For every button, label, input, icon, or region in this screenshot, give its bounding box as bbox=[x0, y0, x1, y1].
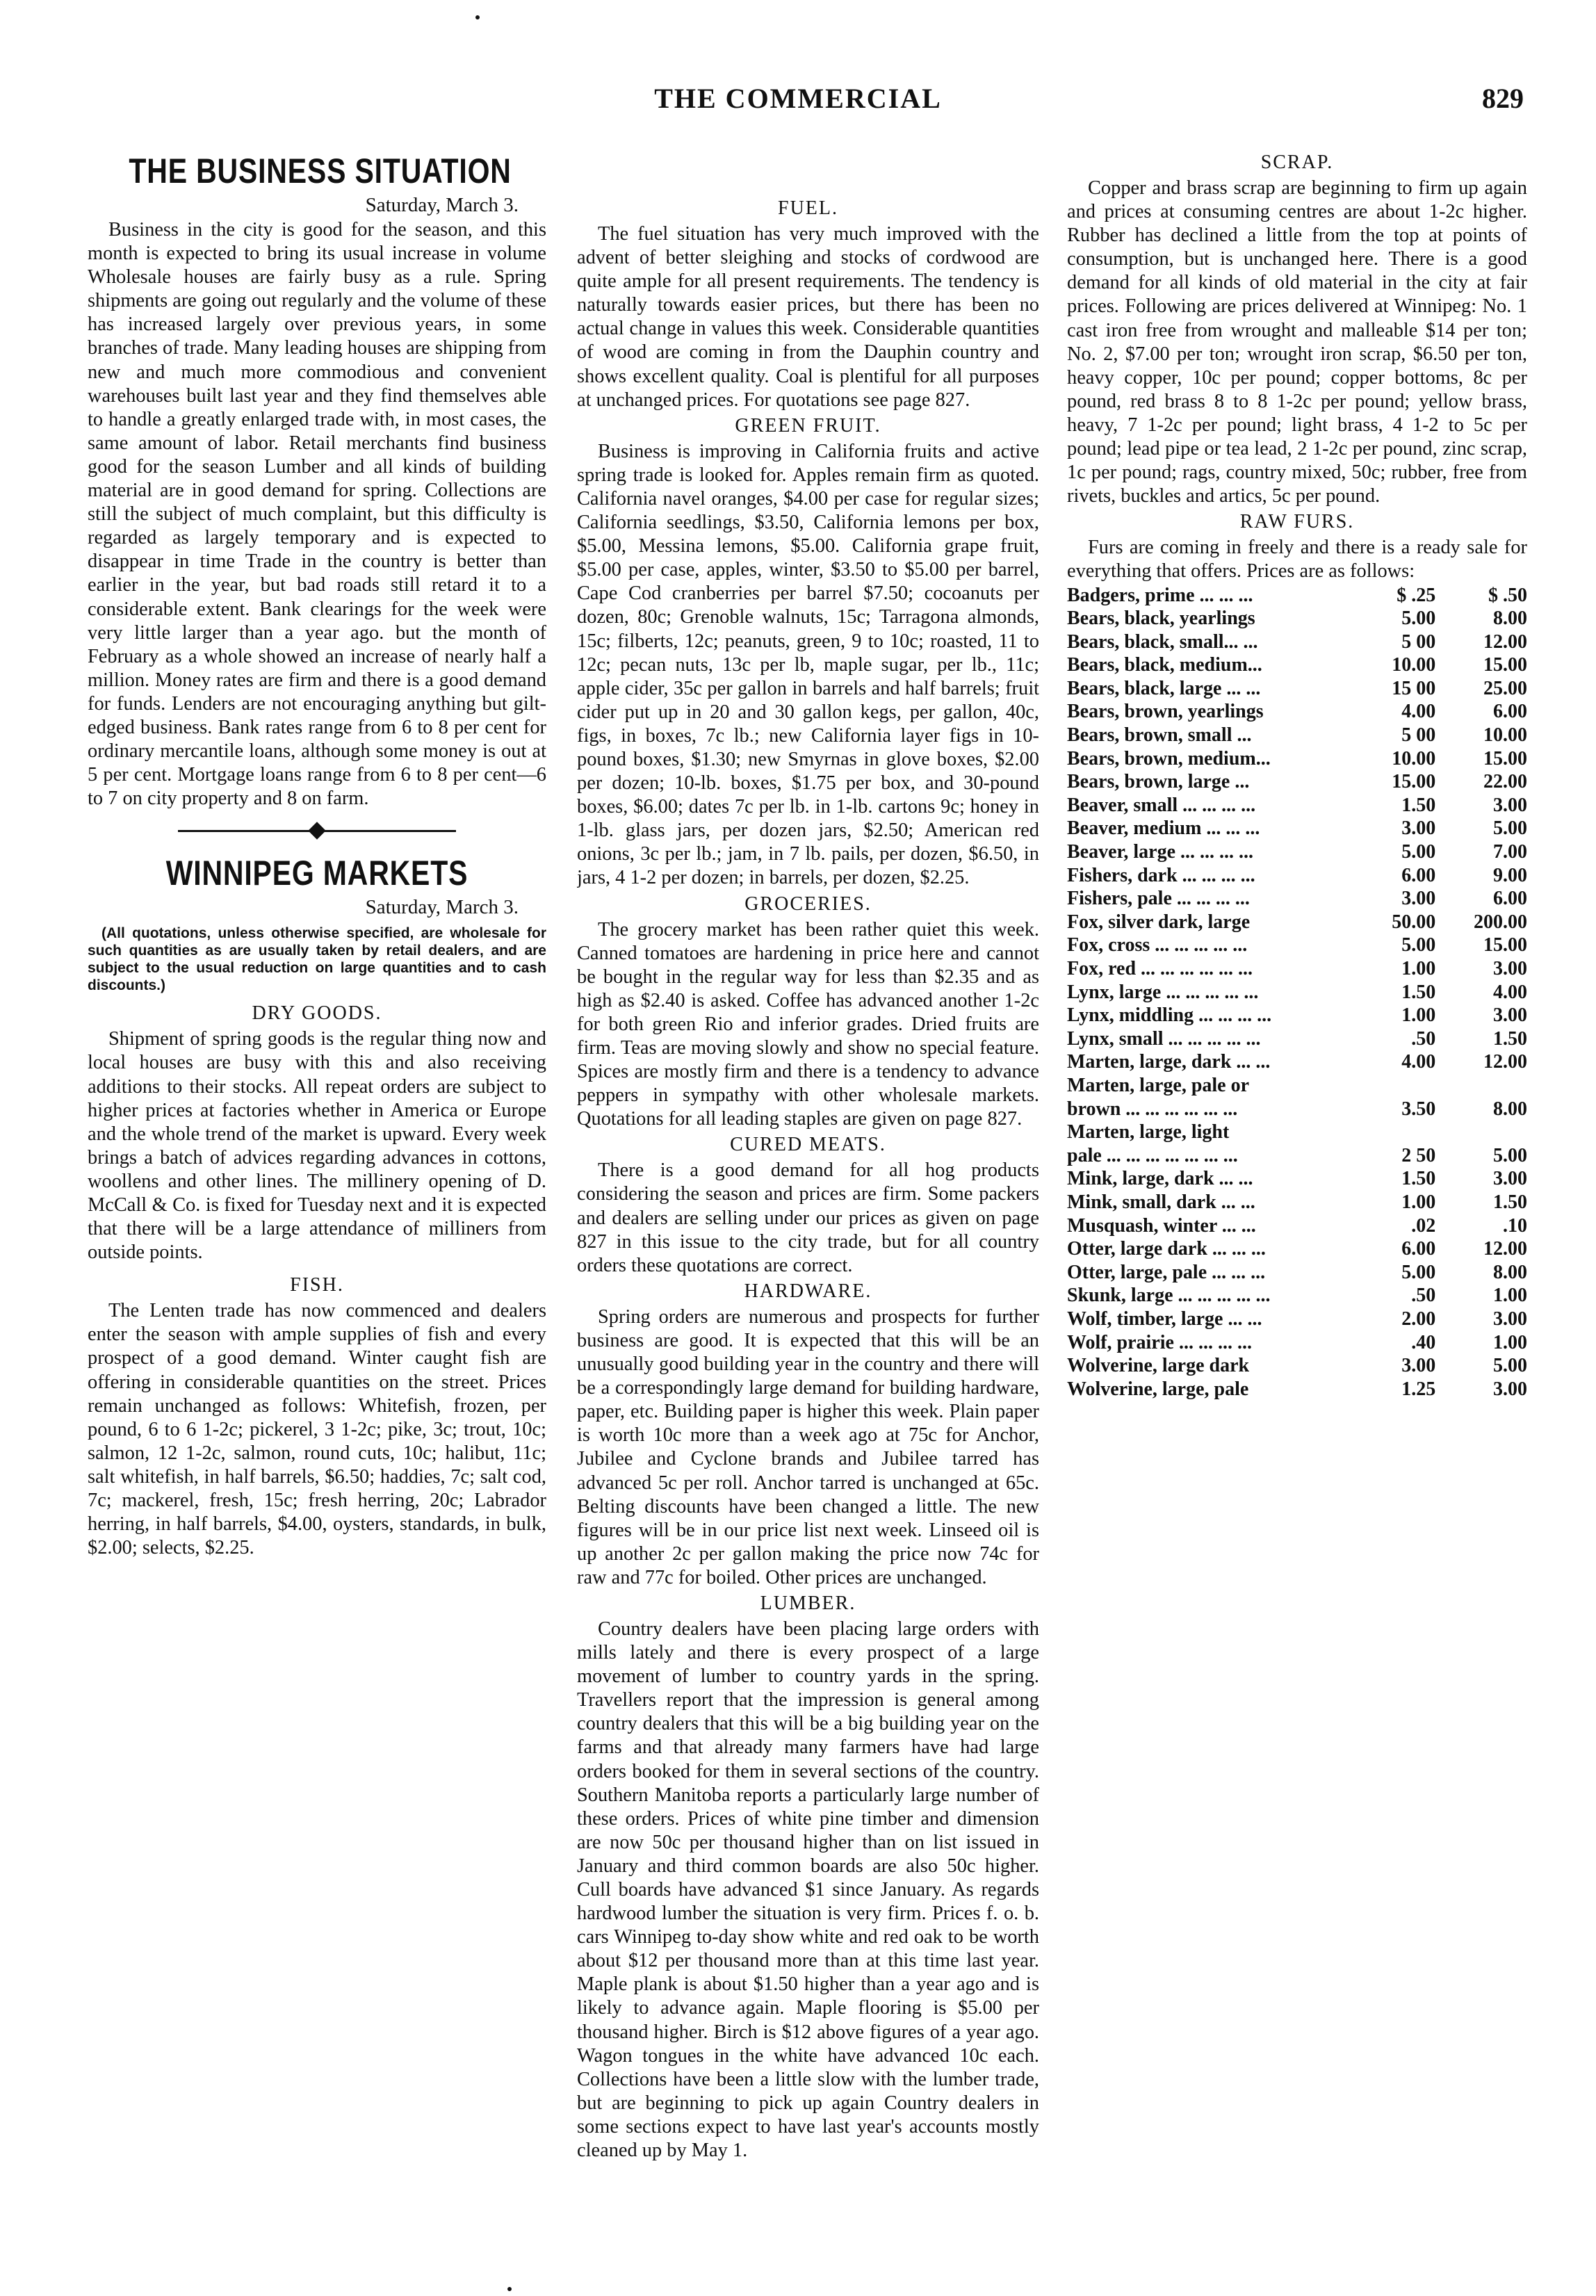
fur-price-high: .10 bbox=[1503, 1214, 1527, 1237]
fur-price-high: 5.00 bbox=[1493, 1144, 1527, 1166]
fur-price-row bbox=[1067, 1074, 1527, 1098]
hardware-heading: HARDWARE. bbox=[744, 1280, 872, 1302]
business-situation-headline: THE BUSINESS SITUATION bbox=[129, 152, 512, 190]
cured-meats-text: There is a good demand for all hog products considering the season and prices are firm. Some packers and dealers are selling under our prices as given on page 827 in this issue to the city trade, but for all country orders these quotations are correct. bbox=[577, 1159, 1039, 1276]
fur-price-row bbox=[1067, 1167, 1527, 1191]
lumber-text: Country dealers have been placing large orders with mills lately and there is every prospect of a large movement of lumber to country yards in the spring. Travellers report that the impression is general among country dealers that this will be a big building year on the farms and that already many farmers have had large orders booked for them in several sections of the country. Southern Manitoba reports a particularly large number of these orders. Prices of white pine timber and dimension are now 50c per thousand higher than on list issued in January and third common boards are also 50c higher. Cull boards have advanced $1 since January. As regards hardwood lumber the situation is very firm. Prices f. o. b. cars Winnipeg to-day show white and red oak to be worth about $12 per thousand more than at this time last year. Maple plank is about $1.50 higher than a year ago and is likely to advance again. Maple flooring is $5.00 per thousand higher. Birch is $12 above figures of a year ago. Wagon tongues in the white have advanced 10c each. Collections have been a little slow with the lumber trade, but are beginning to pick up again Country dealers in some sections expect to have last year's accounts mostly cleaned up by May 1. bbox=[577, 1618, 1039, 2162]
fur-price-high: 3.00 bbox=[1493, 1004, 1527, 1027]
fur-price-low: 5 00 bbox=[1401, 630, 1436, 653]
cured-meats-heading: CURED MEATS. bbox=[730, 1134, 886, 1156]
masthead bbox=[0, 82, 1596, 124]
fur-price-high: 5.00 bbox=[1493, 817, 1527, 840]
fuel-heading: FUEL. bbox=[778, 197, 838, 219]
fur-price-high: 9.00 bbox=[1493, 864, 1527, 886]
fur-price-high: 3.00 bbox=[1493, 958, 1527, 979]
fur-price-low: 3.00 bbox=[1401, 1355, 1436, 1377]
fur-name: Bears, black, large ... ... bbox=[1067, 677, 1261, 699]
fur-price-low: 5.00 bbox=[1401, 608, 1436, 630]
fur-price-row bbox=[1067, 1308, 1527, 1331]
fur-price-row bbox=[1067, 864, 1527, 888]
fur-price-low: 2.00 bbox=[1401, 1308, 1436, 1330]
fur-price-row bbox=[1067, 1354, 1527, 1378]
fur-name: Fox, red ... ... ... ... ... ... bbox=[1067, 958, 1253, 979]
fur-price-high: 1.00 bbox=[1493, 1285, 1527, 1307]
fur-price-low: 1.00 bbox=[1401, 1191, 1436, 1213]
fur-price-row bbox=[1067, 934, 1527, 957]
fur-price-low: 2 50 bbox=[1401, 1144, 1436, 1166]
column-1 bbox=[88, 149, 546, 1977]
winnipeg-markets-dateline: Saturday, March 3. bbox=[365, 896, 519, 919]
fur-price-row bbox=[1067, 677, 1527, 701]
raw-furs-price-table bbox=[1067, 584, 1527, 1401]
fur-price-row bbox=[1067, 911, 1527, 934]
column-2 bbox=[577, 149, 1039, 2241]
fur-price-high: 25.00 bbox=[1483, 677, 1527, 699]
fur-price-high: 15.00 bbox=[1483, 654, 1527, 676]
fur-price-high: 8.00 bbox=[1493, 1261, 1527, 1283]
fur-price-row bbox=[1067, 1284, 1527, 1308]
fur-name: Bears, black, yearlings bbox=[1067, 608, 1255, 630]
fur-name: Marten, large, light bbox=[1067, 1121, 1230, 1143]
fur-name: Mink, large, dark ... ... bbox=[1067, 1168, 1253, 1190]
fur-price-low: 6.00 bbox=[1401, 1238, 1436, 1260]
fur-name: Bears, black, medium... bbox=[1067, 654, 1262, 676]
fur-name: Wolverine, large dark bbox=[1067, 1355, 1250, 1377]
fur-price-high: 8.00 bbox=[1493, 608, 1527, 630]
fur-price-low: 3.50 bbox=[1401, 1098, 1436, 1120]
dry-goods-heading: DRY GOODS. bbox=[252, 1002, 382, 1025]
fur-price-row bbox=[1067, 1191, 1527, 1214]
fur-price-row bbox=[1067, 1144, 1527, 1168]
hardware-text: Spring orders are numerous and prospects for further business are good. It is expected that this will be an unusually good building year in the country and there will be a correspondingly large demand for building hardware, paper, etc. Building paper is higher this week. Plain paper is worth 10c more than a week ago at 75c for Anchor, Jubilee and Cyclone brands and Jubilee tarred has advanced 5c per roll. Anchor tarred is unchanged at 65c. Belting discounts have been changed a little. The new figures will be in our price list next week. Linseed oil is up another 2c per gallon making the price now 74c for raw and 77c for boiled. Other prices are unchanged. bbox=[577, 1305, 1039, 1588]
fur-name: Fishers, pale ... ... ... ... bbox=[1067, 888, 1250, 910]
fur-name: Fox, silver dark, large bbox=[1067, 911, 1251, 933]
fur-name: Skunk, large ... ... ... ... ... bbox=[1067, 1285, 1271, 1307]
fur-name: Bears, brown, medium... bbox=[1067, 747, 1271, 770]
fur-price-row bbox=[1067, 1098, 1527, 1121]
fur-price-low: 10.00 bbox=[1392, 654, 1436, 676]
fur-price-high: 10.00 bbox=[1483, 724, 1527, 747]
section-divider bbox=[88, 815, 546, 847]
fur-price-low: 50.00 bbox=[1392, 911, 1436, 933]
fur-name: Marten, large, pale or bbox=[1067, 1074, 1250, 1096]
fur-price-high: 12.00 bbox=[1483, 1238, 1527, 1260]
fur-name: brown ... ... ... ... ... ... bbox=[1067, 1098, 1238, 1120]
fur-price-row bbox=[1067, 584, 1527, 608]
fur-price-high: 1.00 bbox=[1493, 1331, 1527, 1353]
fur-name: Bears, black, small... ... bbox=[1067, 630, 1258, 653]
fur-price-row bbox=[1067, 1237, 1527, 1261]
fur-price-high: 15.00 bbox=[1483, 934, 1527, 956]
fur-price-low: .40 bbox=[1411, 1331, 1436, 1353]
fur-price-low: 6.00 bbox=[1401, 864, 1436, 886]
fur-price-low: 1.00 bbox=[1401, 958, 1436, 979]
winnipeg-markets-headline: WINNIPEG MARKETS bbox=[165, 854, 469, 893]
fur-price-high: 3.00 bbox=[1493, 794, 1527, 816]
fur-price-row bbox=[1067, 1050, 1527, 1074]
fur-price-low: $ .25 bbox=[1396, 584, 1436, 606]
fur-price-low: 5.00 bbox=[1401, 841, 1436, 863]
fur-name: Lynx, large ... ... ... ... ... bbox=[1067, 981, 1259, 1003]
fur-price-row bbox=[1067, 817, 1527, 840]
fur-price-low bbox=[1352, 1121, 1440, 1144]
fur-price-high bbox=[1440, 1121, 1527, 1144]
fur-name: pale ... ... ... ... ... ... ... bbox=[1067, 1144, 1238, 1166]
green-fruit-text: Business is improving in California fruits and active spring trade is looked for. Apples remain firm as quoted. California navel oranges, $4.00 per case for regular sizes; California seedlings, $3.50, California lemons per box, $5.00, Messina lemons, $5.00. California grape fruit, $5.00 per case, apples, winter, $3.50 to $5.00 per barrel, Cape Cod cranberries per barrel $7.50; cocoanuts per dozen, 80c; Grenoble walnuts, 15c; Tarragona almonds, 15c; filberts, 12c; peanuts, green, 9 to 10c; roasted, 11 to 12c; pecan nuts, 13c per lb, maple sugar, per lb., 11c; apple cider, 35c per gallon in barrels and half barrels; fruit cider put up in 20 and 30 gallon kegs, per gallon, 40c, figs, in boxes, 7c lb.; new California layer figs in 10-pound boxes, $1.30; new Smyrnas in glove boxes, $2.00 per dozen; 10-lb. boxes, $1.75 per box, and 30-pound boxes, $6.00; dates 7c per lb. in 1-lb. cartons 9c; honey in 1-lb. glass jars, per dozen jars, $2.50; American red onions, 3c per lb.; jam, in 7 lb. pails, per dozen, $6.50, in jars, 4 1-2 per dozen; in barrels, per dozen, $2.25. bbox=[577, 440, 1039, 889]
fur-price-low: .50 bbox=[1411, 1027, 1436, 1050]
fur-price-low: 1.25 bbox=[1401, 1378, 1436, 1400]
fur-price-row bbox=[1067, 1214, 1527, 1238]
fur-price-low: 15 00 bbox=[1392, 677, 1436, 699]
column-3 bbox=[1067, 149, 1527, 2241]
fur-price-row bbox=[1067, 653, 1527, 677]
green-fruit-heading: GREEN FRUIT. bbox=[735, 414, 881, 437]
print-speck bbox=[475, 15, 480, 19]
lumber-heading: LUMBER. bbox=[760, 1592, 856, 1614]
fur-price-row bbox=[1067, 630, 1527, 654]
fur-price-row bbox=[1067, 1261, 1527, 1285]
print-speck bbox=[507, 2287, 512, 2291]
fur-price-high: 3.00 bbox=[1493, 1378, 1527, 1400]
fur-name: Fishers, dark ... ... ... ... bbox=[1067, 864, 1255, 886]
fur-price-high: 12.00 bbox=[1483, 1051, 1527, 1073]
business-situation-text: Business in the city is good for the season, and this month is expected to bring its usual increase in volume Wholesale houses are fairly busy as a rule. Spring shipments are going out regularly and the volume of these has increased largely over previous years, in some branches of trade. Many leading houses are shipping from new and much more commodious and convenient warehouses built last year and they find themselves able to handle a greatly enlarged trade with, in most cases, the same amount of labor. Retail merchants find business good for the season Lumber and all kinds of building material are in good demand for spring. Collections are still the subject of much complaint, but this difficulty is regarded as largely temporary and is expected to disappear in time Trade in the country is better than earlier in the year, but bad roads still retard it to a considerable extent. Bank clearings for the week were very little larger than a year ago. but the month of February as a whole showed an increase of nearly half a million. Money rates are firm and there is a good demand for funds. Lenders are not encouraging anything but gilt-edged business. Bank rates range from 6 to 8 per cent for ordinary mercantile loans, although some money is out at 5 per cent. Mortgage loans range from 6 to 8 per cent—6 to 7 on city property and 8 on farm. bbox=[88, 219, 546, 810]
fur-name: Wolverine, large, pale bbox=[1067, 1378, 1249, 1400]
fur-price-row bbox=[1067, 607, 1527, 630]
fur-price-low: 4.00 bbox=[1401, 701, 1436, 723]
fur-price-low bbox=[1352, 1074, 1440, 1098]
groceries-text: The grocery market has been rather quiet this week. Canned tomatoes are hardening in price here and cannot be bought in the regular way for less than $2.35 and as high as $2.40 is asked. Coffee has advanced another 1-2c for both green Rio and inferior grades. Dried fruits are firm. Teas are moving slowly and show no special feature. Spices are mostly firm and there is a tendency to advance peppers in sympathy with other wholesale markets. Quotations for all leading staples are given on page 827. bbox=[577, 918, 1039, 1130]
scrap-text: Copper and brass scrap are beginning to firm up again and prices at consuming centres are about 1-2c higher. Rubber has declined a little from the top at points of consumption, but is unchanged here. There is a good demand for all kinds of old material in the city at fair prices. Following are prices delivered at Winnipeg: No. 1 cast iron free from wrought and malleable $14 per ton; No. 2, $7.00 per ton; wrought iron scrap, $6.50 per ton, heavy copper, 10c per pound; copper bottoms, 8c per pound, red brass 8 to 8 1-2c per pound; yellow brass, heavy, 7 1-2c per pound; light brass, 4 1-2 to 5c per pound; lead pipe or tea lead, 2 1-2c per pound, zinc scrap, 1c per pound; rags, country mixed, 50c; rubber, free from rivets, buckles and artics, 5c per pound. bbox=[1067, 177, 1527, 507]
fur-price-row bbox=[1067, 700, 1527, 724]
fur-name: Lynx, small ... ... ... ... ... bbox=[1067, 1027, 1261, 1050]
fur-price-high: 7.00 bbox=[1493, 841, 1527, 863]
fur-name: Wolf, timber, large ... ... bbox=[1067, 1308, 1262, 1330]
fur-price-low: 10.00 bbox=[1392, 747, 1436, 770]
quotations-note: (All quotations, unless otherwise specified, are wholesale for such quantities as are usually taken by retail dealers, and are subject to the usual reduction on large quantities and to cash discounts.) bbox=[88, 925, 546, 994]
raw-furs-heading: RAW FURS. bbox=[1239, 511, 1355, 533]
fur-name: Beaver, medium ... ... ... bbox=[1067, 817, 1260, 840]
fur-price-high: 5.00 bbox=[1493, 1355, 1527, 1377]
fur-price-row bbox=[1067, 747, 1527, 771]
fur-price-low: 15.00 bbox=[1392, 771, 1436, 793]
scrap-heading: SCRAP. bbox=[1260, 152, 1334, 173]
fur-name: Otter, large, pale ... ... ... bbox=[1067, 1261, 1266, 1283]
fur-price-row bbox=[1067, 1121, 1527, 1144]
fur-price-high: 1.50 bbox=[1493, 1191, 1527, 1213]
page-number: 829 bbox=[1482, 83, 1524, 114]
dry-goods-text: Shipment of spring goods is the regular thing now and local houses are busy with this and also receiving additions to their stocks. All repeat orders are subject to higher prices at factories whether in America or Europe and the whole trend of the market is upward. Every week brings a batch of advices regarding advances in cottons, woollens and other lines. The millinery opening of D. McCall & Co. is fixed for Tuesday next and it is expected that there will be a large attendance of milliners from outside points. bbox=[88, 1028, 546, 1264]
fur-price-low: 5.00 bbox=[1401, 1261, 1436, 1283]
business-situation-dateline: Saturday, March 3. bbox=[365, 194, 519, 216]
fur-price-low: 1.50 bbox=[1401, 981, 1436, 1003]
fur-name: Bears, brown, large ... bbox=[1067, 771, 1250, 793]
fur-price-row bbox=[1067, 1378, 1527, 1401]
fur-name: Otter, large dark ... ... ... bbox=[1067, 1238, 1266, 1260]
fur-price-low: 4.00 bbox=[1401, 1051, 1436, 1073]
fur-price-high: 15.00 bbox=[1483, 747, 1527, 770]
fur-price-high: 200.00 bbox=[1474, 911, 1527, 933]
fur-price-high: $ .50 bbox=[1488, 584, 1527, 606]
journal-title: THE COMMERCIAL bbox=[654, 83, 942, 114]
fur-price-high: 6.00 bbox=[1493, 888, 1527, 910]
fur-price-high: 4.00 bbox=[1493, 981, 1527, 1003]
fur-price-row bbox=[1067, 770, 1527, 794]
fur-price-low: 1.00 bbox=[1401, 1004, 1436, 1027]
fur-name: Wolf, prairie ... ... ... ... bbox=[1067, 1331, 1252, 1353]
fur-price-row bbox=[1067, 724, 1527, 747]
fur-price-low: 3.00 bbox=[1401, 888, 1436, 910]
fur-price-high: 3.00 bbox=[1493, 1308, 1527, 1330]
fur-price-low: .50 bbox=[1411, 1285, 1436, 1307]
fur-name: Fox, cross ... ... ... ... ... bbox=[1067, 934, 1248, 956]
fish-text: The Lenten trade has now commenced and dealers enter the season with ample supplies of fish and every prospect of a good demand. Winter caught fish are offering in considerable quantities on the street. Prices remain unchanged as follows: Whitefish, frozen, per pound, 6 to 6 1-2c; pickerel, 3 1-2c; pike, 3c; trout, 10c; salmon, 12 1-2c, salmon, round cuts, 10c; halibut, 11c; salt whitefish, in half barrels, $6.50; haddies, 7c; salt cod, 7c; mackerel, fresh, 15c; fresh herring, 20c; Labrador herring, in half barrels, $4.00, oysters, standards, in bulk, $2.00; selects, $2.25. bbox=[88, 1300, 546, 1559]
fur-price-row bbox=[1067, 794, 1527, 817]
fur-name: Badgers, prime ... ... ... bbox=[1067, 584, 1253, 606]
fur-price-low: 3.00 bbox=[1401, 817, 1436, 840]
fur-name: Marten, large, dark ... ... bbox=[1067, 1051, 1271, 1073]
fur-price-row bbox=[1067, 981, 1527, 1004]
fur-name: Beaver, large ... ... ... ... bbox=[1067, 841, 1254, 863]
groceries-heading: GROCERIES. bbox=[744, 893, 872, 915]
fur-price-high bbox=[1440, 1074, 1527, 1098]
fur-price-high: 1.50 bbox=[1493, 1027, 1527, 1050]
fur-price-row bbox=[1067, 887, 1527, 911]
fur-price-row bbox=[1067, 840, 1527, 864]
fur-price-high: 8.00 bbox=[1493, 1098, 1527, 1120]
fur-price-high: 6.00 bbox=[1493, 701, 1527, 723]
fur-price-low: .02 bbox=[1411, 1214, 1436, 1237]
fur-price-row bbox=[1067, 957, 1527, 981]
fur-name: Mink, small, dark ... ... bbox=[1067, 1191, 1255, 1213]
fuel-text: The fuel situation has very much improved with the advent of better sleighing and stocks of cordwood are quite ample for all present requirements. The tendency is naturally towards easier prices, but there has been no actual change in values this week. Considerable quantities of wood are coming in from the Dauphin country and shows excellent quality. Coal is plentiful for all purposes at unchanged prices. For quotations see page 827. bbox=[577, 223, 1039, 411]
fur-price-high: 12.00 bbox=[1483, 630, 1527, 653]
fur-price-high: 22.00 bbox=[1483, 771, 1527, 793]
fur-price-low: 1.50 bbox=[1401, 1168, 1436, 1190]
fur-price-row bbox=[1067, 1331, 1527, 1355]
fur-name: Bears, brown, small ... bbox=[1067, 724, 1252, 747]
raw-furs-text: Furs are coming in freely and there is a ready sale for everything that offers. Prices are as follows: bbox=[1067, 537, 1527, 583]
fur-name: Lynx, middling ... ... ... ... bbox=[1067, 1004, 1272, 1027]
fur-name: Musquash, winter ... ... bbox=[1067, 1214, 1256, 1237]
fur-name: Beaver, small ... ... ... ... bbox=[1067, 794, 1256, 816]
fish-heading: FISH. bbox=[290, 1274, 344, 1296]
fur-price-row bbox=[1067, 1004, 1527, 1027]
fur-price-low: 5 00 bbox=[1401, 724, 1436, 747]
fur-price-low: 5.00 bbox=[1401, 934, 1436, 956]
fur-price-high: 3.00 bbox=[1493, 1168, 1527, 1190]
fur-price-low: 1.50 bbox=[1401, 794, 1436, 816]
fur-name: Bears, brown, yearlings bbox=[1067, 701, 1264, 723]
fur-price-row bbox=[1067, 1027, 1527, 1051]
